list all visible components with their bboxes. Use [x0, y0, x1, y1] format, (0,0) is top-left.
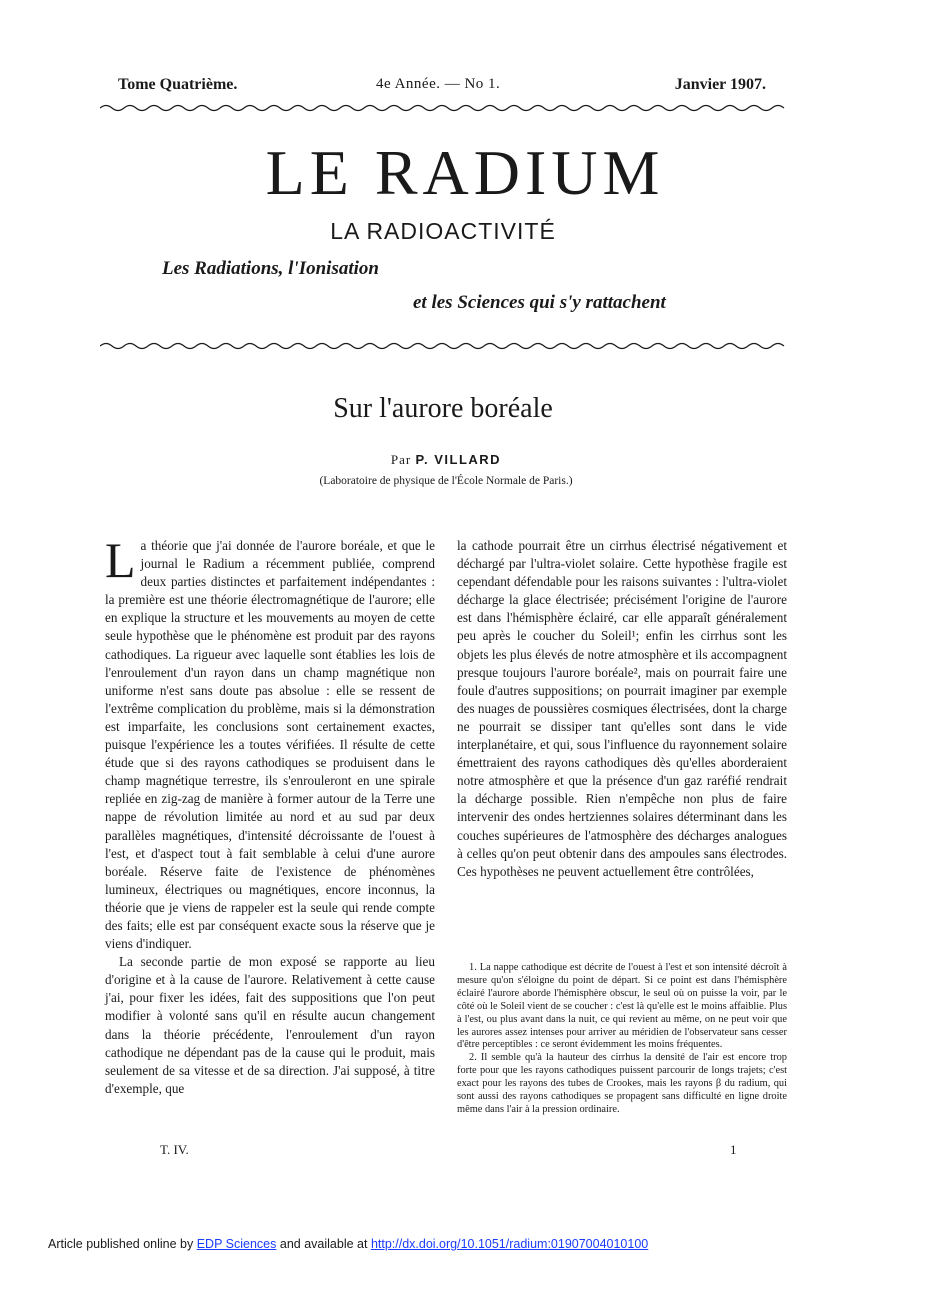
publication-note-middle: and available at	[279, 1237, 368, 1251]
doi-link[interactable]: http://dx.doi.org/10.1051/radium:01907004010100	[370, 1237, 649, 1251]
right-column	[457, 537, 787, 881]
footnotes	[457, 962, 787, 1117]
body-paragraph: La seconde partie de mon exposé se rapporte au lieu d'origine et à la cause de l'aurore. Relativement à cette cause j'ai, pour fixer les idées, fait des suppositions que l'on peut modifier à volonté sans qu'il en résulte aucun changement dans la théorie précédente, l'enroulement d'un rayon cathodique ne dépendant pas de la cause qui le produit, mais seulement de sa vitesse et de sa direction. J'ai supposé, à titre d'exemple, que	[105, 954, 435, 1096]
journal-title: LE RADIUM	[265, 137, 665, 208]
body-paragraph: la cathode pourrait être un cirrhus électrisé négativement et déchargé par l'ultra-violet solaire. Cette hypothèse fragile est cependant défendable pour les raisons suivantes : l'ultra-violet décharge la glace électrisée; précisément l'origine de l'aurore est dans l'hémisphère éclairé, car elle apparaît généralement peu après le coucher du Soleil¹; enfin les cirrhus sont les objets les plus élevés de notre atmosphère et ils accompagnent presque toujours l'aurore boréale², mais on pourrait faire une foule d'autres suppositions; on pourrait imaginer par exemple des nuages de poussières cosmiques électrisées, dont la charge ne pourrait se dissiper tant qu'elles sont dans le vide interplanétaire, et qui, sous l'influence du rayonnement solaire émettraient des rayons cathodiques dès qu'elles aborderaient notre atmosphère et que la présence d'un gaz raréfié rendrait la décharge possible. Rien n'empêche non plus de faire intervenir des ondes hertziennes solaires déterminant dans les couches supérieures de l'atmosphère des décharges analogues à celles qu'on peut obtenir dans des ampoules sans électrodes. Ces hypothèses ne peuvent actuellement être contrôlées,	[457, 538, 787, 879]
ornamental-rule-top	[100, 102, 790, 114]
author-line	[0, 452, 892, 468]
volume-footer: T. IV.	[160, 1142, 189, 1157]
journal-tagline-1: Les Radiations, l'Ionisation	[162, 258, 379, 279]
journal-subtitle: LA RADIOACTIVITÉ	[330, 218, 556, 244]
author-affiliation: (Laboratoire de physique de l'École Normale de Paris.)	[319, 475, 573, 487]
left-column	[105, 532, 435, 1098]
footnote-1: 1. La nappe cathodique est décrite de l'ouest à l'est et son intensité décroît à mesure qu'on s'éloigne du point de départ. Si ce point est dans l'hémisphère éclairé l'aurore aborde l'hémisphère obscur, le seul où on puisse la voir, par le côté où le Soleil vient de se coucher : c'est là qu'elle est le moins affaiblie. Plus à l'est, ou plus avant dans la nuit, ce qui revient au même, on ne peut voir que les aurores assez intenses pour arriver au méridien de l'observateur sans cesser d'être perceptibles : ce seront évidemment les moins fréquentes.	[457, 962, 787, 1051]
paragraph-text: a théorie que j'ai donnée de l'aurore boréale, et que le journal le Radium a récemment publiée, comprend deux parties distinctes et parfaitement indépendantes : la première est une théorie électromagnétique de l'aurore; elle en explique la structure et les mouvements au moyen de cette seule hypothèse que le phénomène est produit par des rayons cathodiques. La rigueur avec laquelle sont établies les lois de l'enroulement d'un rayon dans un champ magnétique non uniforme n'est sans doute pas absolue : elle se ressent de l'extrême complication du problème, mais si la démonstration est imparfaite, les conclusions sont certainement exactes, puisque l'expérience les a toutes vérifiées. Il résulte de cette étude que si des rayons cathodiques se produisent dans le champ magnétique terrestre, ils s'enrouleront en une spirale repliée en zig-zag de manière à former autour de la Terre une nappe de révolution limitée au nord et au sud par deux parallèles magnétiques, d'intensité décroissante de l'ouest à l'est, et d'aspect tout à fait semblable à celui d'une aurore boréale. Réserve faite de l'existence de phénomènes lumineux, électriques ou magnétiques, encore inconnus, la théorie que je viens de rappeler est la seule qui rende compte des faits; elle est par conséquent exacte sous la réserve que je viens d'indiquer.	[105, 538, 435, 952]
date-label: Janvier 1907.	[674, 76, 766, 93]
publication-note	[48, 1237, 648, 1251]
footnote-2: 2. Il semble qu'à la hauteur des cirrhus la densité de l'air est encore trop forte pour que les rayons cathodiques puissent parcourir de longs trajets; c'est exact pour les rayons des tubes de Crookes, mais les rayons β du radium, qui sont aussi des rayons cathodiques se propagent sans difficulté en ligne droite même dans l'air à la pression ordinaire.	[457, 1052, 787, 1115]
author-name: P. VILLARD	[415, 452, 502, 467]
running-head	[118, 76, 766, 100]
body-paragraph	[105, 532, 435, 953]
journal-tagline-2: et les Sciences qui s'y rattachent	[413, 292, 666, 313]
ornamental-rule-bottom	[100, 340, 790, 352]
publication-note-prefix: Article published online by	[48, 1237, 194, 1251]
author-prefix: Par	[390, 452, 412, 467]
volume-label: Tome Quatrième.	[118, 76, 238, 93]
drop-cap: L	[105, 532, 136, 588]
page-number: 1	[730, 1142, 737, 1157]
publisher-link[interactable]: EDP Sciences	[196, 1237, 277, 1251]
issue-label: 4e Année. — No 1.	[376, 76, 501, 92]
article-title: Sur l'aurore boréale	[333, 393, 553, 424]
